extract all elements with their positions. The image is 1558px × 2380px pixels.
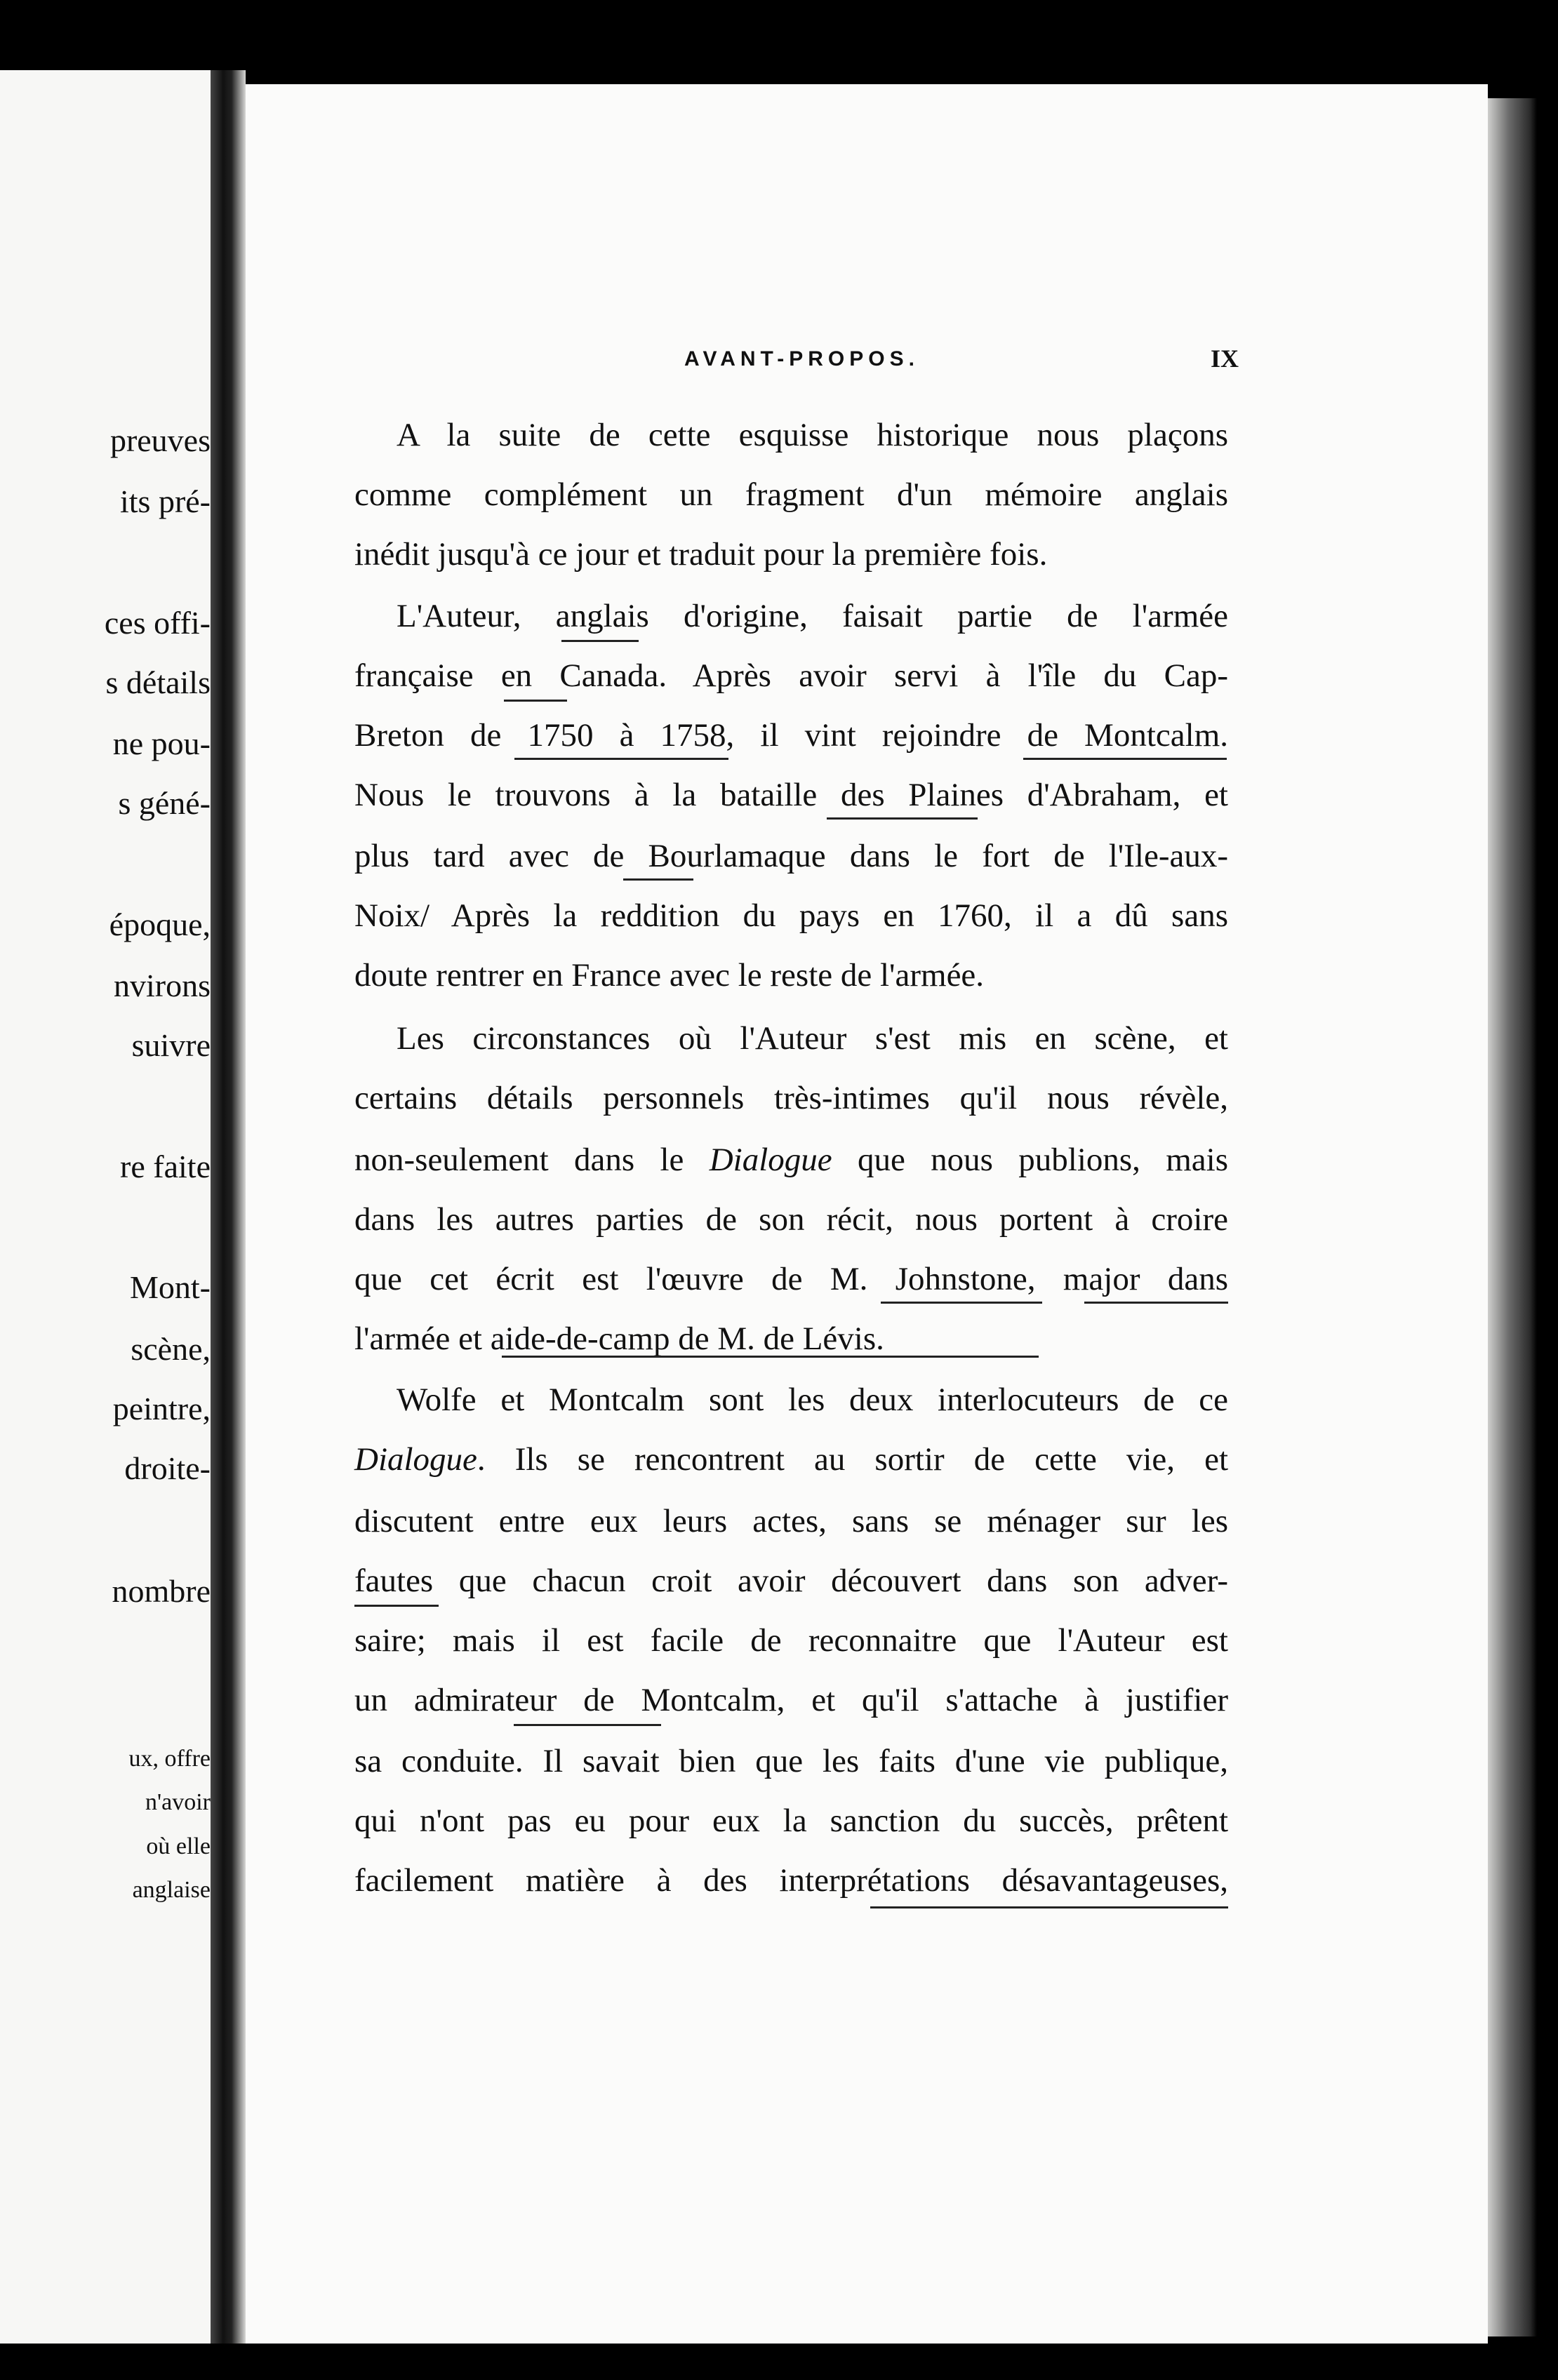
pencil-underline — [870, 1906, 1228, 1908]
facing-page-line: scène, — [131, 1331, 211, 1367]
pencil-underline — [504, 700, 567, 702]
text-line: fautes que chacun croit avoir découvert dans son adver- — [354, 1563, 1228, 1599]
text-line: Nous le trouvons à la bataille des Plaines d'Abraham, et — [354, 777, 1228, 813]
text-line-with-italic — [354, 1443, 1228, 1476]
facing-page-line: its pré- — [119, 483, 211, 519]
text-line: plus tard avec de Bourlamaque dans le fort de l'Ile-aux- — [354, 838, 1228, 874]
facing-page-line: Mont- — [130, 1269, 211, 1305]
text-line: comme complément un fragment d'un mémoire anglais — [354, 476, 1228, 513]
running-header: AVANT-PROPOS. — [684, 347, 919, 370]
facing-page-line: droite- — [124, 1450, 211, 1486]
facing-page-note: ux, offre — [128, 1746, 211, 1772]
pencil-underline — [354, 1605, 439, 1607]
text-line: doute rentrer en France avec le reste de l'armée. — [354, 957, 985, 994]
facing-page-line: suivre — [131, 1027, 211, 1063]
page-edge — [1488, 98, 1537, 2336]
text-segment: que nous publions, mais — [857, 1142, 1229, 1178]
text-line: un admirateur de Montcalm, et qu'il s'attache à justifier — [354, 1682, 1228, 1718]
facing-page-note: anglaise — [132, 1877, 211, 1903]
text-line: L'Auteur, anglais d'origine, faisait partie de l'armée — [397, 598, 1228, 634]
text-line: Les circonstances où l'Auteur s'est mis en scène, et — [397, 1020, 1228, 1057]
facing-page-line: nombre — [112, 1573, 211, 1609]
facing-page — [0, 70, 211, 2344]
text-line: Wolfe et Montcalm sont les deux interlocuteurs de ce — [397, 1382, 1228, 1418]
page-number: IX — [1211, 345, 1239, 373]
facing-page-line: peintre, — [112, 1391, 211, 1426]
text-line-with-italic — [354, 1144, 1228, 1177]
pencil-underline — [561, 640, 639, 642]
pencil-underline — [1084, 1302, 1228, 1304]
text-line: facilement matière à des interprétations désavantageuses, — [354, 1862, 1228, 1899]
text-line: inédit jusqu'à ce jour et traduit pour la première fois. — [354, 536, 1048, 573]
facing-page-line: nvirons — [114, 968, 211, 1003]
facing-page-line: époque, — [109, 907, 211, 942]
facing-page-line: re faite — [120, 1149, 211, 1184]
text-segment: . Ils se rencontrent au sortir de cette vie, et — [477, 1441, 1228, 1478]
text-segment — [354, 1441, 1228, 1478]
pencil-underline — [881, 1302, 1042, 1304]
pencil-underline — [827, 817, 978, 820]
text-line: française en Canada. Après avoir servi à l'île du Cap- — [354, 657, 1228, 694]
pencil-underline — [502, 1356, 1039, 1358]
pencil-underline — [514, 1724, 661, 1726]
text-line: dans les autres parties de son récit, nous portent à croire — [354, 1201, 1228, 1238]
text-line: l'armée et aide-de-camp de M. de Lévis. — [354, 1321, 884, 1357]
facing-page-note: n'avoir — [145, 1789, 211, 1815]
facing-page-note: où elle — [146, 1833, 211, 1859]
italic-title: Dialogue — [709, 1142, 832, 1178]
text-line: Breton de 1750 à 1758, il vint rejoindre de Montcalm. — [354, 717, 1228, 754]
book-gutter — [211, 70, 246, 2344]
text-line: que cet écrit est l'œuvre de M. Johnstone, major dans — [354, 1261, 1228, 1297]
italic-title: Dialogue — [354, 1441, 477, 1478]
text-line: A la suite de cette esquisse historique nous plaçons — [397, 417, 1228, 453]
pencil-underline — [1023, 758, 1227, 760]
facing-page-line: s géné- — [118, 785, 211, 821]
text-line: saire; mais il est facile de reconnaitre que l'Auteur est — [354, 1622, 1228, 1659]
text-line: qui n'ont pas eu pour eux la sanction du succès, prêtent — [354, 1803, 1228, 1839]
text-line: certains détails personnels très-intimes qu'il nous révèle, — [354, 1080, 1228, 1116]
text-line: Noix/ Après la reddition du pays en 1760, il a dû sans — [354, 897, 1228, 934]
pencil-underline — [623, 878, 693, 881]
facing-page-line: preuves — [109, 422, 211, 458]
text-line: sa conduite. Il savait bien que les faits d'une vie publique, — [354, 1743, 1228, 1779]
facing-page-line: ne pou- — [112, 726, 211, 761]
facing-page-line: ces offi- — [104, 605, 211, 641]
pencil-underline — [514, 758, 728, 760]
text-line: discutent entre eux leurs actes, sans se ménager sur les — [354, 1503, 1228, 1539]
facing-page-line: s détails — [105, 664, 211, 700]
text-segment: non-seulement dans le — [354, 1142, 684, 1178]
